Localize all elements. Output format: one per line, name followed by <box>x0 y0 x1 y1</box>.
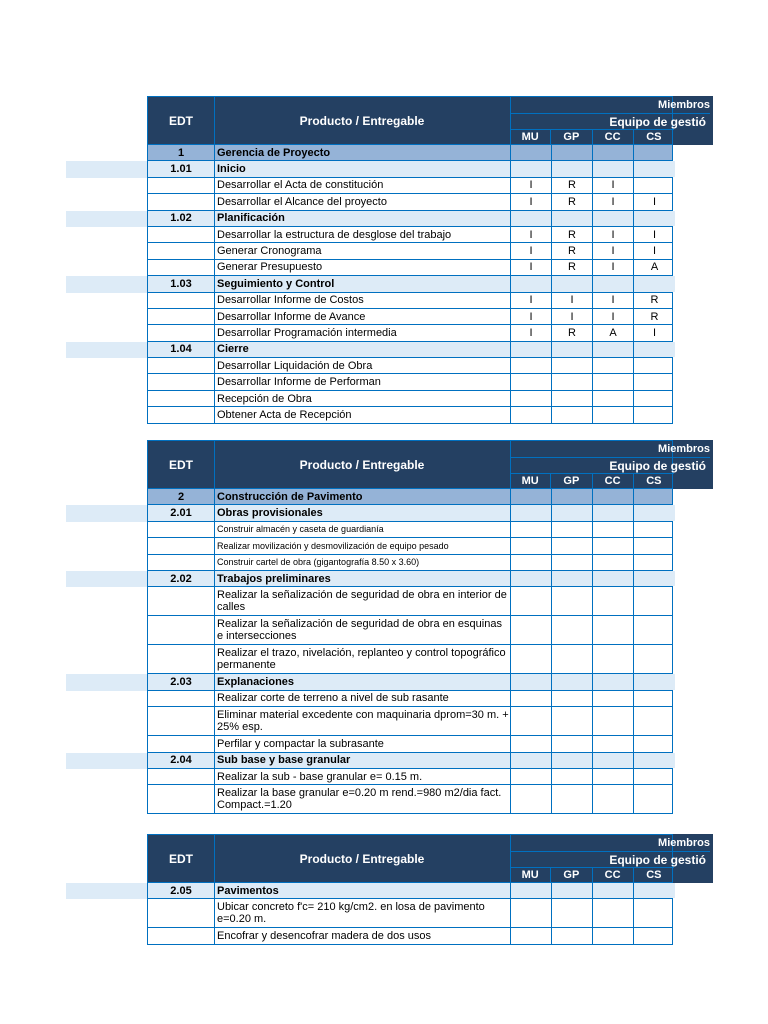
cell-role <box>552 753 593 768</box>
row-band <box>66 276 147 292</box>
raci-table <box>147 440 710 814</box>
cell-role <box>552 899 593 927</box>
cell-producto: Perfilar y compactar la subrasante <box>215 736 511 751</box>
cell-role <box>511 753 552 768</box>
group-row <box>147 753 673 769</box>
cell-role <box>552 407 593 422</box>
cell-role <box>634 899 675 927</box>
cell-role <box>593 161 634 176</box>
role-header: MU <box>521 475 539 487</box>
cell-edt <box>148 736 215 751</box>
cell-role: I <box>511 293 552 308</box>
cell-role <box>634 587 675 615</box>
cell-role <box>593 883 634 898</box>
cell-role <box>634 538 675 553</box>
header-edt: EDT <box>148 441 215 488</box>
cell-edt <box>148 691 215 706</box>
header-roles <box>510 473 674 488</box>
cell-role <box>511 928 552 943</box>
cell-role <box>593 691 634 706</box>
cell-role <box>634 391 675 406</box>
cell-role <box>634 645 675 673</box>
cell-producto: Realizar la señalización de seguridad de obra en interior de calles <box>215 587 511 615</box>
cell-role <box>593 769 634 784</box>
cell-role <box>634 374 675 389</box>
cell-edt: 1.04 <box>148 342 215 357</box>
cell-role <box>634 571 675 586</box>
cell-role: I <box>593 243 634 258</box>
table-row <box>147 178 673 194</box>
table-header <box>147 834 710 883</box>
cell-producto: Generar Cronograma <box>215 243 511 258</box>
cell-role <box>634 178 675 193</box>
header-producto: Producto / Entregable <box>214 441 511 488</box>
cell-edt <box>148 178 215 193</box>
cell-role <box>552 555 593 570</box>
cell-role <box>511 785 552 813</box>
table-row <box>147 707 673 736</box>
cell-role <box>511 505 552 520</box>
cell-role: A <box>593 325 634 340</box>
header-edt: EDT <box>148 835 215 882</box>
table-row <box>147 691 673 707</box>
cell-role: I <box>511 325 552 340</box>
cell-role <box>511 707 552 735</box>
cell-producto: Construir cartel de obra (gigantografía 8.50 x 3.60) <box>215 555 511 570</box>
cell-role <box>511 555 552 570</box>
table-row <box>147 587 673 616</box>
cell-producto: Inicio <box>215 161 511 176</box>
header-miembros: Miembros <box>658 99 710 111</box>
cell-role <box>593 555 634 570</box>
header-equipo: Equipo de gestió <box>510 113 710 129</box>
cell-role: I <box>593 227 634 242</box>
cell-edt <box>148 325 215 340</box>
table-row <box>147 538 673 554</box>
cell-role <box>552 489 593 504</box>
header-equipo: Equipo de gestió <box>510 457 710 473</box>
cell-role <box>552 211 593 226</box>
role-header: MU <box>521 131 539 143</box>
cell-role <box>511 276 552 291</box>
cell-role <box>634 522 675 537</box>
cell-role <box>511 522 552 537</box>
cell-role: I <box>511 243 552 258</box>
cell-role <box>511 342 552 357</box>
cell-role: I <box>511 194 552 209</box>
cell-edt <box>148 243 215 258</box>
cell-edt <box>148 260 215 275</box>
cell-edt: 1.02 <box>148 211 215 226</box>
cell-role <box>552 674 593 689</box>
row-band <box>66 211 147 227</box>
cell-edt: 1 <box>148 145 215 160</box>
cell-edt: 2.03 <box>148 674 215 689</box>
cell-role <box>511 161 552 176</box>
cell-edt <box>148 899 215 927</box>
cell-role <box>511 145 552 160</box>
cell-role <box>634 674 675 689</box>
cell-role <box>511 489 552 504</box>
cell-role <box>634 555 675 570</box>
cell-producto: Recepción de Obra <box>215 391 511 406</box>
cell-edt: 1.03 <box>148 276 215 291</box>
cell-role <box>593 616 634 644</box>
row-band <box>66 571 147 587</box>
cell-role: I <box>593 260 634 275</box>
cell-edt <box>148 785 215 813</box>
cell-role <box>552 769 593 784</box>
table-row <box>147 293 673 309</box>
cell-role <box>593 391 634 406</box>
cell-producto: Desarrollar Liquidación de Obra <box>215 358 511 373</box>
cell-role <box>511 374 552 389</box>
cell-producto: Realizar la sub - base granular e= 0.15 m. <box>215 769 511 784</box>
group-row <box>147 211 673 227</box>
cell-role <box>511 899 552 927</box>
cell-role: I <box>511 309 552 324</box>
table-row <box>147 227 673 243</box>
cell-edt <box>148 587 215 615</box>
cell-role: R <box>552 260 593 275</box>
table-row <box>147 928 673 944</box>
cell-role <box>552 522 593 537</box>
cell-producto: Cierre <box>215 342 511 357</box>
cell-role <box>552 928 593 943</box>
cell-role <box>593 928 634 943</box>
cell-role <box>552 707 593 735</box>
cell-role <box>552 587 593 615</box>
role-header: CS <box>633 130 674 144</box>
row-band <box>66 342 147 358</box>
section-row <box>147 145 673 161</box>
cell-role <box>511 645 552 673</box>
cell-role <box>634 505 675 520</box>
role-header: CC <box>592 868 633 882</box>
cell-producto: Explanaciones <box>215 674 511 689</box>
cell-role <box>552 358 593 373</box>
table-header <box>147 440 710 489</box>
cell-role: R <box>552 178 593 193</box>
table-row <box>147 243 673 259</box>
row-band <box>66 883 147 899</box>
cell-role <box>593 489 634 504</box>
cell-producto: Construir almacén y caseta de guardianía <box>215 522 511 537</box>
cell-role <box>634 691 675 706</box>
cell-role <box>511 211 552 226</box>
role-header: GP <box>550 474 591 488</box>
cell-edt <box>148 309 215 324</box>
cell-role <box>593 753 634 768</box>
section-row <box>147 489 673 505</box>
cell-role <box>634 769 675 784</box>
cell-role <box>634 616 675 644</box>
cell-role: R <box>650 310 659 323</box>
table-row <box>147 616 673 645</box>
group-row <box>147 161 673 177</box>
cell-role <box>593 707 634 735</box>
cell-producto: Sub base y base granular <box>215 753 511 768</box>
cell-role <box>634 276 675 291</box>
cell-role <box>552 276 593 291</box>
cell-role <box>634 145 675 160</box>
cell-role <box>593 571 634 586</box>
raci-table <box>147 96 710 424</box>
role-header: GP <box>550 130 591 144</box>
cell-role <box>511 391 552 406</box>
cell-producto: Generar Presupuesto <box>215 260 511 275</box>
cell-producto: Realizar la base granular e=0.20 m rend.=980 m2/dia fact. Compact.=1.20 <box>215 785 511 813</box>
cell-role <box>511 691 552 706</box>
header-roles <box>510 867 674 882</box>
table-row <box>147 555 673 571</box>
cell-role <box>593 899 634 927</box>
cell-role <box>593 785 634 813</box>
cell-edt <box>148 538 215 553</box>
cell-role <box>634 928 675 943</box>
cell-role <box>552 374 593 389</box>
header-roles <box>510 129 674 144</box>
cell-edt <box>148 616 215 644</box>
header-miembros: Miembros <box>658 837 710 849</box>
cell-role <box>634 785 675 813</box>
cell-role <box>552 145 593 160</box>
role-header: CS <box>633 868 674 882</box>
cell-role <box>593 522 634 537</box>
cell-role: R <box>552 325 593 340</box>
cell-producto: Realizar corte de terreno a nivel de sub rasante <box>215 691 511 706</box>
table-row <box>147 194 673 210</box>
cell-role <box>552 736 593 751</box>
table-row <box>147 407 673 423</box>
cell-role: R <box>552 243 593 258</box>
header-miembros: Miembros <box>658 443 710 455</box>
cell-role <box>593 538 634 553</box>
cell-edt <box>148 555 215 570</box>
cell-role <box>511 674 552 689</box>
table-row <box>147 325 673 341</box>
cell-producto: Desarrollar Informe de Avance <box>215 309 511 324</box>
cell-role: I <box>552 293 593 308</box>
table-row <box>147 309 673 325</box>
cell-edt <box>148 707 215 735</box>
row-band <box>66 753 147 769</box>
cell-producto: Realizar movilización y desmovilización de equipo pesado <box>215 538 511 553</box>
cell-role <box>634 161 675 176</box>
cell-role <box>634 736 675 751</box>
cell-role <box>593 674 634 689</box>
cell-role: I <box>552 309 593 324</box>
header-equipo: Equipo de gestió <box>510 851 710 867</box>
cell-producto: Desarrollar Informe de Costos <box>215 293 511 308</box>
role-header: GP <box>550 868 591 882</box>
cell-role: I <box>593 309 634 324</box>
cell-role <box>552 691 593 706</box>
table-row <box>147 522 673 538</box>
cell-producto: Desarrollar la estructura de desglose del trabajo <box>215 227 511 242</box>
cell-producto: Pavimentos <box>215 883 511 898</box>
cell-role: I <box>652 228 657 241</box>
cell-role <box>634 407 675 422</box>
cell-role <box>593 645 634 673</box>
cell-role <box>634 753 675 768</box>
cell-producto: Planificación <box>215 211 511 226</box>
cell-role <box>634 707 675 735</box>
table-row <box>147 736 673 752</box>
cell-edt <box>148 391 215 406</box>
table-header <box>147 96 710 145</box>
group-row <box>147 674 673 690</box>
cell-role <box>511 616 552 644</box>
cell-role <box>593 736 634 751</box>
cell-edt: 2.02 <box>148 571 215 586</box>
cell-role <box>552 342 593 357</box>
cell-role: A <box>650 261 659 274</box>
cell-edt <box>148 358 215 373</box>
cell-role <box>552 538 593 553</box>
cell-role <box>593 145 634 160</box>
role-header: CC <box>592 130 633 144</box>
cell-role: I <box>511 178 552 193</box>
cell-producto: Desarrollar el Acta de constitución <box>215 178 511 193</box>
cell-edt <box>148 769 215 784</box>
cell-edt <box>148 645 215 673</box>
cell-role <box>511 538 552 553</box>
header-producto: Producto / Entregable <box>214 97 511 144</box>
table-row <box>147 358 673 374</box>
cell-role <box>593 374 634 389</box>
cell-edt: 2.04 <box>148 753 215 768</box>
group-row <box>147 883 673 899</box>
cell-producto: Seguimiento y Control <box>215 276 511 291</box>
cell-role <box>552 883 593 898</box>
cell-producto: Desarrollar Programación intermedia <box>215 325 511 340</box>
cell-producto: Realizar el trazo, nivelación, replanteo y control topográfico permanente <box>215 645 511 673</box>
cell-role <box>634 342 675 357</box>
table-row <box>147 391 673 407</box>
cell-role: I <box>652 245 657 258</box>
cell-producto: Gerencia de Proyecto <box>215 145 511 160</box>
cell-role <box>511 769 552 784</box>
cell-edt <box>148 522 215 537</box>
cell-edt: 1.01 <box>148 161 215 176</box>
cell-role <box>634 489 675 504</box>
header-edt: EDT <box>148 97 215 144</box>
cell-role <box>511 407 552 422</box>
cell-role <box>552 645 593 673</box>
role-header: MU <box>521 869 539 881</box>
group-row <box>147 571 673 587</box>
group-row <box>147 505 673 521</box>
cell-producto: Ubicar concreto f'c= 210 kg/cm2. en losa de pavimento e=0.20 m. <box>215 899 511 927</box>
cell-role <box>511 883 552 898</box>
cell-role: I <box>652 326 657 339</box>
cell-role <box>511 571 552 586</box>
cell-role <box>634 211 675 226</box>
cell-edt: 2.01 <box>148 505 215 520</box>
cell-producto: Desarrollar Informe de Performan <box>215 374 511 389</box>
cell-role <box>552 571 593 586</box>
cell-producto: Eliminar material excedente con maquinaria dprom=30 m. + 25% esp. <box>215 707 511 735</box>
row-band <box>66 505 147 521</box>
cell-producto: Obtener Acta de Recepción <box>215 407 511 422</box>
cell-role: R <box>552 194 593 209</box>
cell-edt <box>148 374 215 389</box>
cell-role <box>634 883 675 898</box>
cell-role <box>552 616 593 644</box>
cell-role: I <box>511 227 552 242</box>
cell-role: I <box>593 293 634 308</box>
cell-role <box>593 211 634 226</box>
cell-role <box>593 505 634 520</box>
cell-role <box>552 391 593 406</box>
cell-producto: Trabajos preliminares <box>215 571 511 586</box>
cell-producto: Construcción de Pavimento <box>215 489 511 504</box>
cell-edt: 2.05 <box>148 883 215 898</box>
group-row <box>147 276 673 292</box>
table-row <box>147 260 673 276</box>
cell-role <box>593 587 634 615</box>
table-row <box>147 374 673 390</box>
cell-role <box>552 785 593 813</box>
cell-role <box>511 736 552 751</box>
cell-role <box>593 358 634 373</box>
raci-table <box>147 834 710 945</box>
cell-edt <box>148 407 215 422</box>
cell-role: I <box>593 194 634 209</box>
cell-role <box>511 358 552 373</box>
cell-producto: Obras provisionales <box>215 505 511 520</box>
row-band <box>66 674 147 690</box>
row-band <box>66 161 147 177</box>
cell-producto: Encofrar y desencofrar madera de dos usos <box>215 928 511 943</box>
cell-role: I <box>511 260 552 275</box>
cell-edt <box>148 293 215 308</box>
cell-producto: Desarrollar el Alcance del proyecto <box>215 194 511 209</box>
cell-role <box>593 407 634 422</box>
cell-role <box>593 342 634 357</box>
header-producto: Producto / Entregable <box>214 835 511 882</box>
cell-role <box>593 276 634 291</box>
cell-edt <box>148 194 215 209</box>
cell-producto: Realizar la señalización de seguridad de obra en esquinas e intersecciones <box>215 616 511 644</box>
table-row <box>147 769 673 785</box>
cell-role: R <box>650 294 659 307</box>
cell-edt <box>148 928 215 943</box>
group-row <box>147 342 673 358</box>
role-header: CC <box>592 474 633 488</box>
cell-role <box>552 505 593 520</box>
cell-role <box>552 161 593 176</box>
cell-role: R <box>552 227 593 242</box>
role-header: CS <box>633 474 674 488</box>
cell-edt: 2 <box>148 489 215 504</box>
cell-role: I <box>652 195 657 208</box>
cell-role: I <box>593 178 634 193</box>
cell-role <box>634 358 675 373</box>
table-row <box>147 785 673 814</box>
table-row <box>147 899 673 928</box>
cell-role <box>511 587 552 615</box>
cell-edt <box>148 227 215 242</box>
table-row <box>147 645 673 674</box>
